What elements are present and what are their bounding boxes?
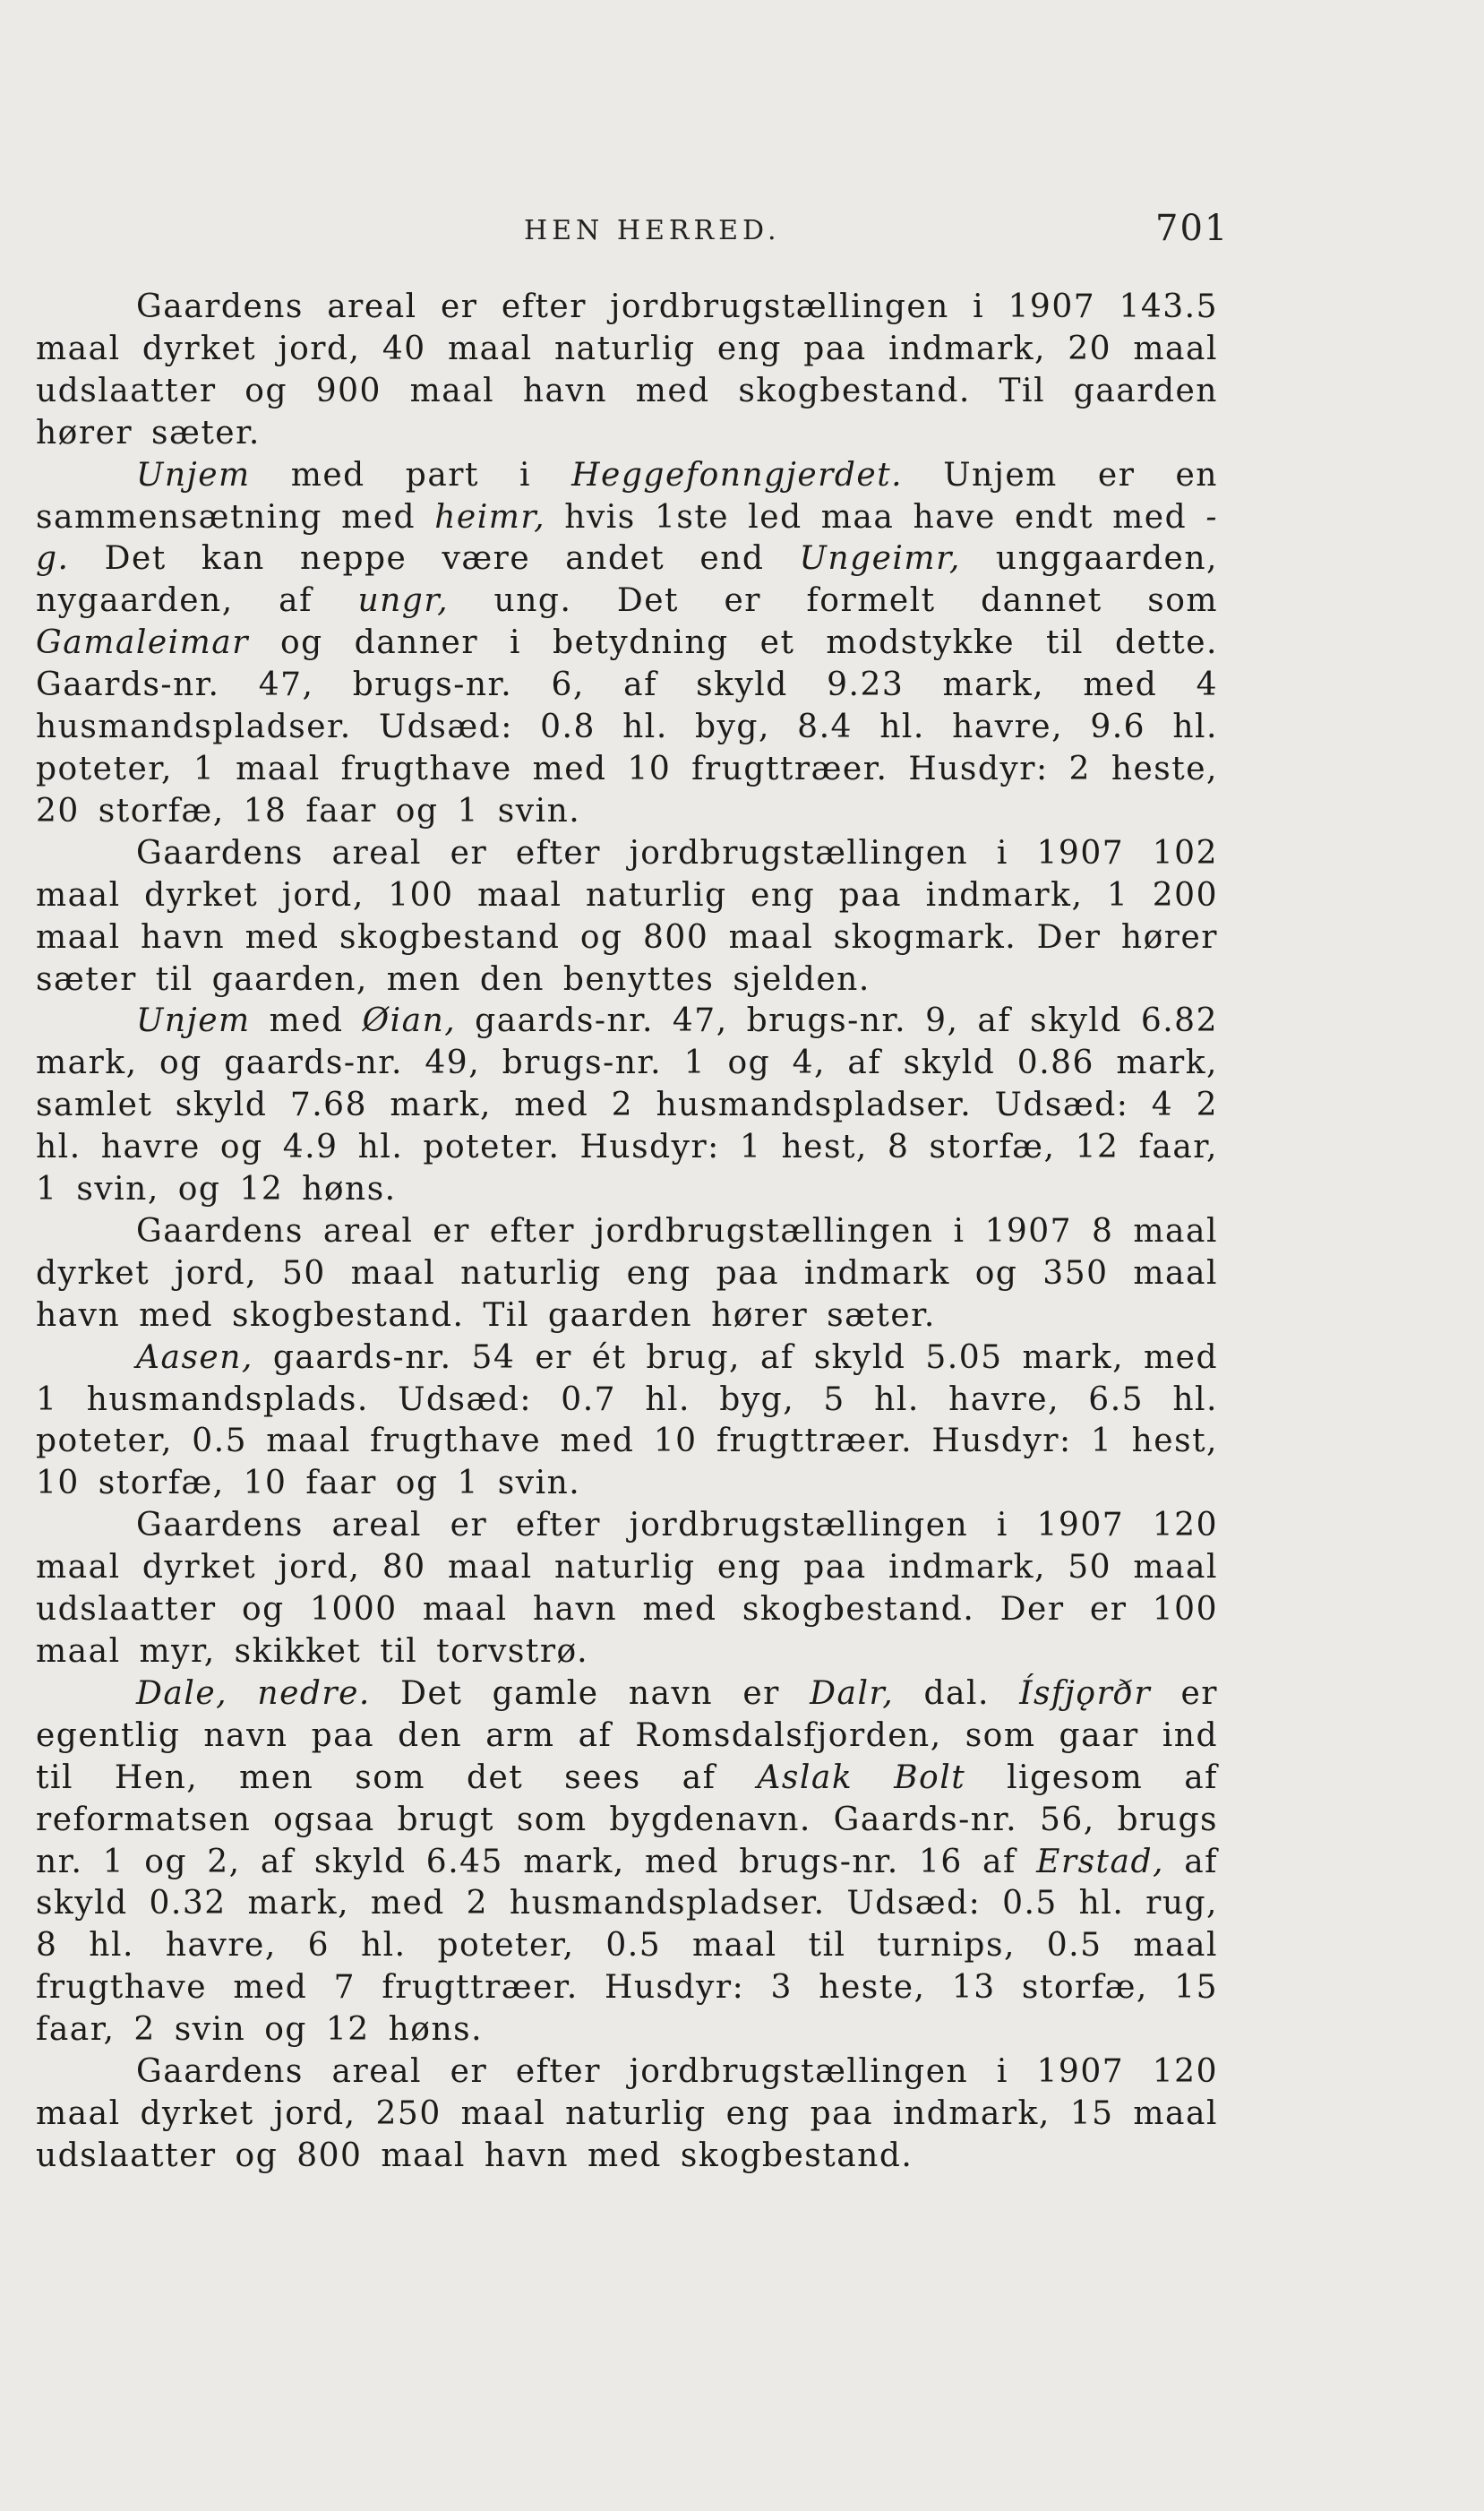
italic-text: Ísfjǫrðr: [1019, 1674, 1152, 1712]
paragraph: [36, 833, 1218, 1002]
text-run: ung. Det er formelt dannet som: [449, 582, 1219, 620]
italic-text: ungr,: [357, 582, 450, 620]
paragraph: [36, 1001, 1218, 1211]
text-run: ligesom af reformatsen ogsaa brugt som bygdenavn. Gaards-nr. 56, brugs nr. 1 og 2, af skyld 6.45 mark, med brugs-nr. 16 af: [36, 1759, 1219, 1880]
text-run: gaards-nr. 47, brugs-nr. 9, af skyld 6.82 mark, og gaards-nr. 49, brugs-nr. 1 og 4, af skyld 0.86 mark, samlet skyld 7.68 mark, med 2 husmandspladser. Udsæd: 4 2 hl. havre og 4.9 hl. poteter. Husdyr: 1 hest, 8 storfæ, 12 faar, 1 svin, og 12 høns.: [36, 1002, 1218, 1208]
text-run: med part i: [250, 456, 572, 494]
paragraph: [36, 1673, 1218, 2051]
italic-text: Unjem: [136, 456, 251, 494]
italic-text: -g.: [36, 498, 1218, 578]
italic-text: Ungeimr,: [799, 540, 961, 578]
text-run: med: [250, 1002, 363, 1040]
text-run: Gaardens areal er efter jordbrugstællingen i 1907 143.5 maal dyrket jord, 40 maal naturlig eng paa indmark, 20 maal udslaatter og 900 maal havn med skogbestand. Til gaarden hører sæter.: [36, 288, 1218, 451]
italic-text: Aasen,: [136, 1338, 253, 1376]
page-number: 701: [1155, 208, 1230, 249]
paragraph: [36, 1337, 1218, 1506]
paragraph: [36, 1505, 1218, 1673]
italic-text: Unjem: [136, 1002, 251, 1040]
text-run: Gaardens areal er efter jordbrugstællingen i 1907 8 maal dyrket jord, 50 maal naturlig eng paa indmark og 350 maal havn med skogbestand. Til gaarden hører sæter.: [36, 1212, 1218, 1334]
italic-text: Dalr,: [810, 1674, 895, 1712]
text-run: af skyld 0.32 mark, med 2 husmandspladser. Udsæd: 0.5 hl. rug, 8 hl. havre, 6 hl. poteter, 0.5 maal til turnips, 0.5 maal frugthave med 7 frugttræer. Husdyr: 3 heste, 13 storfæ, 15 faar, 2 svin og 12 høns.: [36, 1843, 1218, 2049]
text-run: Gaardens areal er efter jordbrugstællingen i 1907 102 maal dyrket jord, 100 maal naturlig eng paa indmark, 1 200 maal havn med skogbestand og 800 maal skogmark. Der hører sæter til gaarden, men den benyttes sjelden.: [36, 834, 1218, 998]
text-run: Det gamle navn er: [370, 1674, 811, 1712]
italic-text: Aslak Bolt: [757, 1759, 966, 1796]
text-run: Unjem er en sammensætning med: [36, 456, 1218, 536]
text-run: Det kan neppe være andet end: [69, 540, 800, 578]
body-text: [36, 287, 1218, 2178]
italic-text: Erstad,: [1036, 1843, 1164, 1880]
text-run: er egentlig navn paa den arm af Romsdalsfjorden, som gaar ind til Hen, men som det sees af: [36, 1674, 1218, 1796]
italic-text: heimr,: [434, 498, 546, 536]
paragraph: [36, 1211, 1218, 1337]
italic-text: Øian,: [362, 1002, 457, 1040]
text-run: hvis 1ste led maa have endt med: [545, 498, 1206, 536]
text-run: og danner i betydning et modstykke til dette. Gaards-nr. 47, brugs-nr. 6, af skyld 9.23 mark, med 4 husmandspladser. Udsæd: 0.8 hl. byg, 8.4 hl. havre, 9.6 hl. poteter, 1 maal frugthave med 10 frugttræer. Husdyr: 2 heste, 20 storfæ, 18 faar og 1 svin.: [36, 624, 1218, 830]
italic-text: Heggefonngjerdet.: [571, 456, 904, 494]
italic-text: Dale, nedre.: [136, 1674, 371, 1712]
text-run: Gaardens areal er efter jordbrugstællingen i 1907 120 maal dyrket jord, 80 maal naturlig eng paa indmark, 50 maal udslaatter og 1000 maal havn med skogbestand. Der er 100 maal myr, skikket til torvstrø.: [36, 1507, 1218, 1670]
text-run: dal.: [894, 1674, 1020, 1712]
paragraph: [36, 455, 1218, 833]
paragraph: [36, 2051, 1218, 2178]
text-run: unggaarden, nygaarden, af: [36, 540, 1218, 620]
text-run: gaards-nr. 54 er ét brug, af skyld 5.05 mark, med 1 husmandsplads. Udsæd: 0.7 hl. byg, 5 hl. havre, 6.5 hl. poteter, 0.5 maal frugthave med 10 frugttræer. Husdyr: 1 hest, 10 storfæ, 10 faar og 1 svin.: [36, 1338, 1218, 1502]
running-head: HEN HERRED.: [524, 215, 781, 246]
page-header: [0, 208, 1484, 262]
text-run: Gaardens areal er efter jordbrugstællingen i 1907 120 maal dyrket jord, 250 maal naturlig eng paa indmark, 15 maal udslaatter og 800 maal havn med skogbestand.: [36, 2053, 1218, 2174]
paragraph: [36, 287, 1218, 455]
italic-text: Gamaleimar: [36, 624, 249, 662]
